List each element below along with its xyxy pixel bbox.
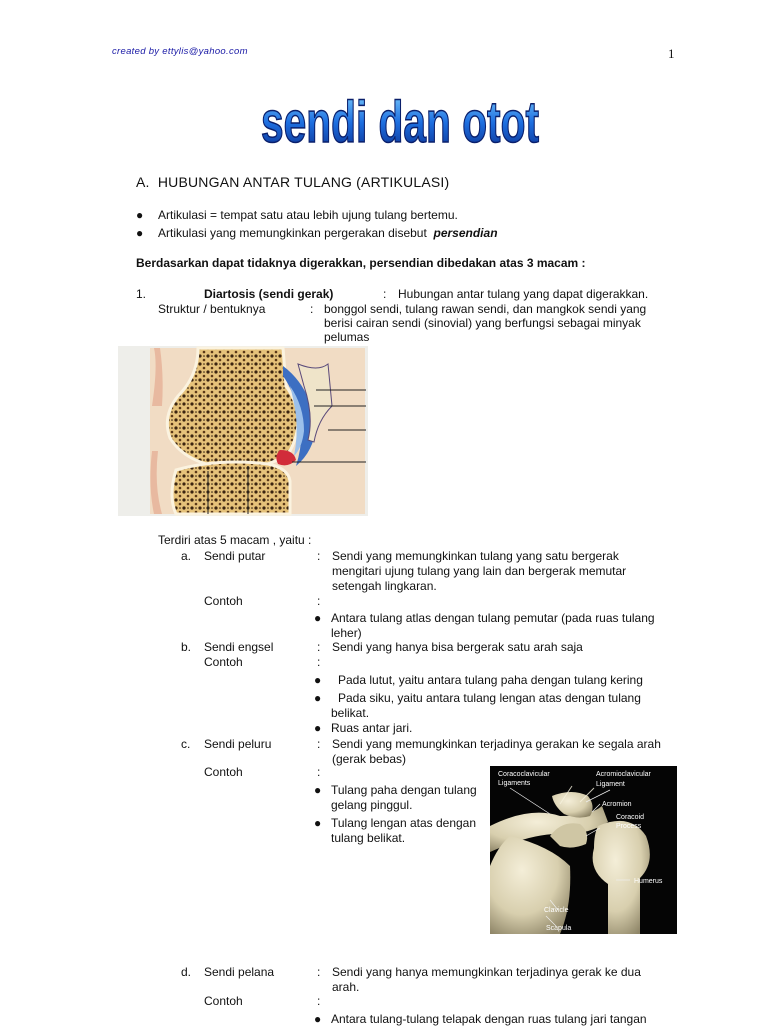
structure-line: pelumas bbox=[324, 330, 370, 344]
colon: : bbox=[317, 965, 321, 979]
section-label: A. bbox=[136, 174, 150, 190]
colon: : bbox=[317, 737, 321, 751]
item-definition: Hubungan antar tulang yang dapat digerakkan. bbox=[398, 287, 649, 301]
subtype-def-line: setengah lingkaran. bbox=[332, 579, 437, 593]
subtype-def-line: Sendi yang memungkinkan tulang yang satu bergerak bbox=[332, 549, 619, 563]
label-coracoclavicular-2: Ligaments bbox=[498, 780, 531, 787]
wordart-text: sendi dan otot bbox=[261, 90, 539, 155]
subtype-def-line: Sendi yang hanya memungkinkan terjadinya gerak ke dua bbox=[332, 965, 641, 979]
example-line: Antara tulang atlas dengan tulang pemutar (pada ruas tulang bbox=[331, 611, 655, 625]
bullet-dot: ● bbox=[314, 1012, 322, 1026]
label-humerus: Humerus bbox=[634, 878, 663, 885]
bullet-dot: ● bbox=[314, 673, 322, 687]
example-line: belikat. bbox=[331, 706, 370, 720]
structure-line: bonggol sendi, tulang rawan sendi, dan mangkok sendi yang bbox=[324, 302, 647, 316]
label-clavicle: Clavicle bbox=[544, 907, 569, 914]
example-line: Tulang lengan atas dengan bbox=[331, 816, 477, 830]
consists-of: Terdiri atas 5 macam , yaitu : bbox=[158, 533, 312, 547]
structure-label: Struktur / bentuknya bbox=[158, 302, 266, 316]
colon: : bbox=[317, 640, 321, 654]
contoh-label: Contoh bbox=[204, 765, 243, 779]
label-coracoclavicular: Coracoclavicular bbox=[498, 771, 550, 778]
bullet-dot: ● bbox=[314, 783, 322, 797]
subtype-letter: b. bbox=[181, 640, 192, 654]
author-credit: created by ettylis@yahoo.com bbox=[112, 46, 248, 57]
bullet-dot: ● bbox=[314, 721, 322, 735]
subtype-letter: c. bbox=[181, 737, 191, 751]
types-intro: Berdasarkan dapat tidaknya digerakkan, persendian dibedakan atas 3 macam : bbox=[136, 256, 586, 270]
example-line: leher) bbox=[331, 626, 362, 640]
bullet-dot: ● bbox=[314, 691, 322, 705]
bullet-dot: ● bbox=[314, 816, 322, 830]
subtype-name: Sendi pelana bbox=[204, 965, 275, 979]
colon: : bbox=[317, 994, 321, 1008]
section-title: HUBUNGAN ANTAR TULANG (ARTIKULASI) bbox=[157, 174, 450, 190]
colon: : bbox=[317, 655, 321, 669]
label-acromioclavicular-2: Ligament bbox=[596, 781, 625, 788]
intro-bullet-2: Artikulasi yang memungkinkan pergerakan disebut persendian bbox=[158, 226, 498, 240]
colon: : bbox=[317, 594, 321, 608]
colon: : bbox=[383, 287, 387, 301]
example-line: Pada siku, yaitu antara tulang lengan atas dengan tulang bbox=[338, 691, 641, 705]
knee-joint-illustration bbox=[118, 346, 368, 516]
label-acromioclavicular: Acromioclavicular bbox=[596, 771, 651, 778]
colon: : bbox=[317, 549, 321, 563]
subtype-name: Sendi engsel bbox=[204, 640, 274, 654]
example-line: Tulang paha dengan tulang bbox=[331, 783, 477, 797]
section-a-heading bbox=[136, 174, 449, 190]
example-line: Pada lutut, yaitu antara tulang paha dengan tulang kering bbox=[338, 673, 643, 687]
intro-bullet-1: Artikulasi = tempat satu atau lebih ujung tulang bertemu. bbox=[158, 208, 458, 222]
label-coracoid: Coracoid bbox=[616, 814, 645, 821]
contoh-label: Contoh bbox=[204, 655, 243, 669]
subtype-letter: d. bbox=[181, 965, 192, 979]
label-scapula: Scapula bbox=[546, 925, 572, 932]
page-number: 1 bbox=[668, 46, 675, 61]
subtype-letter: a. bbox=[181, 549, 192, 563]
example-line: Ruas antar jari. bbox=[331, 721, 413, 735]
label-acromion: Acromion bbox=[602, 801, 632, 808]
item-number: 1. bbox=[136, 287, 147, 301]
subtype-def-line: mengitari ujung tulang yang lain dan bergerak memutar bbox=[332, 564, 627, 578]
example-line: tulang belikat. bbox=[331, 831, 406, 845]
subtype-def-line: Sendi yang memungkinkan terjadinya gerakan ke segala arah bbox=[332, 737, 661, 751]
subtype-def-line: arah. bbox=[332, 980, 360, 994]
contoh-label: Contoh bbox=[204, 994, 243, 1008]
emphasis-persendian: persendian bbox=[433, 226, 498, 240]
subtype-def-line: Sendi yang hanya bisa bergerak satu arah saja bbox=[332, 640, 583, 654]
subtype-name: Sendi peluru bbox=[204, 737, 272, 751]
bullet-dot: ● bbox=[136, 226, 144, 240]
contoh-label: Contoh bbox=[204, 594, 243, 608]
item-name: Diartosis (sendi gerak) bbox=[204, 287, 334, 301]
example-line: gelang pinggul. bbox=[331, 798, 413, 812]
example-line: Antara tulang-tulang telapak dengan ruas tulang jari tangan bbox=[331, 1012, 647, 1026]
bullet-dot: ● bbox=[136, 208, 144, 222]
wordart-title bbox=[258, 80, 542, 158]
colon: : bbox=[310, 302, 314, 316]
subtype-def-line: (gerak bebas) bbox=[332, 752, 407, 766]
subtype-name: Sendi putar bbox=[204, 549, 266, 563]
colon: : bbox=[317, 765, 321, 779]
shoulder-joint-illustration bbox=[490, 766, 677, 934]
bullet-dot: ● bbox=[314, 611, 322, 625]
label-coracoid-2: Process bbox=[616, 823, 642, 830]
structure-line: berisi cairan sendi (sinovial) yang berfungsi sebagai minyak bbox=[324, 316, 641, 330]
